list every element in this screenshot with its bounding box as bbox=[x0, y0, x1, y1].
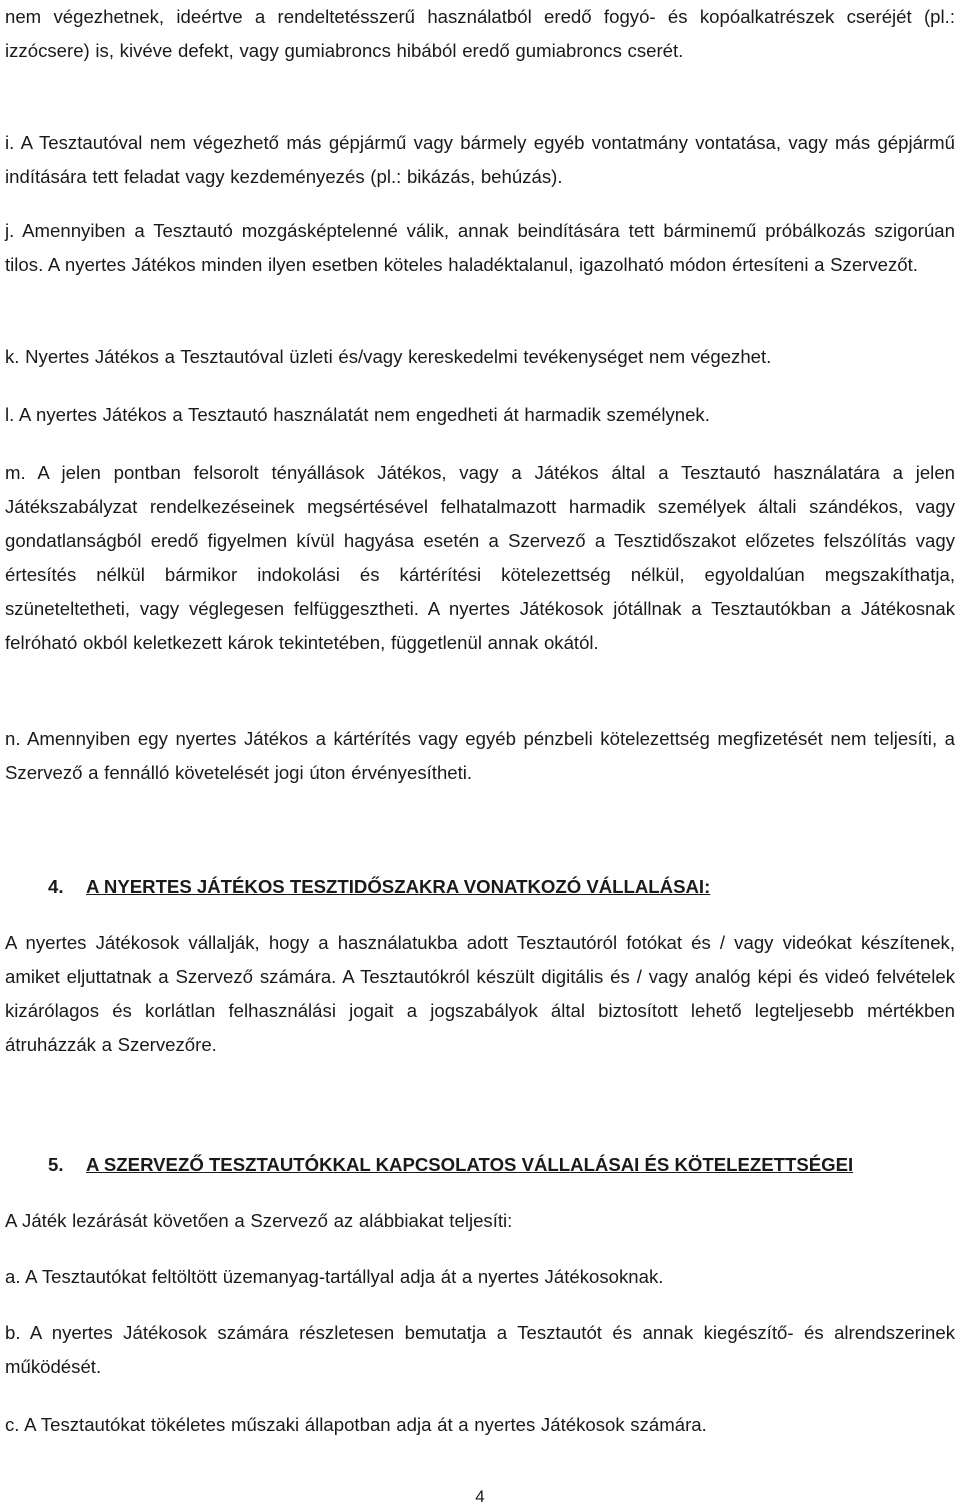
paragraph-m: m. A jelen pontban felsorolt tényállások Játékos, vagy a Játékos által a Tesztautó használatára a jelen Játékszabályzat rendelkezéseinek megsértésével felhatalmazott harmadik személyek általi szándékos, vagy gondatlanságból eredő figyelmen kívül hagyása esetén a Szervező a Tesztidőszakot előzetes felszólítás vagy értesítés nélkül bármikor indokolási és kártérítési kötelezettség nélkül, egyoldalúan megszakíthatja, szüneteltetheti, vagy véglegesen felfüggesztheti. A nyertes Játékosok jótállnak a Tesztautókban a Játékosnak felróható okból keletkezett károk tekintetében, függetlenül annak okától. bbox=[5, 462, 955, 653]
section-5-title: A SZERVEZŐ TESZTAUTÓKKAL KAPCSOLATOS VÁLLALÁSAI ÉS KÖTELEZETTSÉGEI bbox=[86, 1154, 854, 1175]
paragraph-l: l. A nyertes Játékos a Tesztautó használatát nem engedheti át harmadik személynek. bbox=[5, 404, 710, 425]
section-4-heading bbox=[48, 870, 710, 904]
paragraph-n: n. Amennyiben egy nyertes Játékos a kártérítés vagy egyéb pénzbeli kötelezettség megfizetését nem teljesíti, a Szervező a fennálló követelését jogi úton érvényesítheti. bbox=[5, 728, 955, 783]
section-4-body: A nyertes Játékosok vállalják, hogy a használatukba adott Tesztautóról fotókat és / vagy videókat készítenek, amiket eljuttatnak a Szervező számára. A Tesztautókról készült digitális és / vagy analóg képi és videó felvételek kizárólagos és korlátlan felhasználási jogait a jogszabályok által biztosított lehető legteljesebb mértékben átruházzák a Szervezőre. bbox=[5, 932, 955, 1055]
section-5-item-c: c. A Tesztautókat tökéletes műszaki állapotban adja át a nyertes Játékosok számára. bbox=[5, 1414, 707, 1435]
section-5-intro: A Játék lezárását követően a Szervező az alábbiakat teljesíti: bbox=[5, 1210, 513, 1231]
paragraph-j: j. Amennyiben a Tesztautó mozgásképtelenné válik, annak beindítására tett bárminemű próbálkozás szigorúan tilos. A nyertes Játékos minden ilyen esetben köteles haladéktalanul, igazolható módon értesíteni a Szervezőt. bbox=[5, 220, 955, 275]
paragraph-i: i. A Tesztautóval nem végezhető más gépjármű vagy bármely egyéb vontatmány vontatása, vagy más gépjármű indítására tett feladat vagy kezdeményezés (pl.: bikázás, behúzás). bbox=[5, 132, 955, 187]
section-5-heading bbox=[48, 1148, 853, 1182]
section-5-item-a: a. A Tesztautókat feltöltött üzemanyag-tartállyal adja át a nyertes Játékosoknak. bbox=[5, 1266, 664, 1287]
section-5-number: 5. bbox=[48, 1154, 64, 1175]
paragraph-h-continued: nem végezhetnek, ideértve a rendeltetésszerű használatból eredő fogyó- és kopóalkatrészek cseréjét (pl.: izzócsere) is, kivéve defekt, vagy gumiabroncs hibából eredő gumiabroncs cserét. bbox=[5, 6, 955, 61]
section-4-number: 4. bbox=[48, 876, 64, 897]
paragraph-k: k. Nyertes Játékos a Tesztautóval üzleti és/vagy kereskedelmi tevékenységet nem végezhet. bbox=[5, 346, 772, 367]
section-5-item-b: b. A nyertes Játékosok számára részletesen bemutatja a Tesztautót és annak kiegészítő- és alrendszerinek működését. bbox=[5, 1322, 955, 1377]
page-number: 4 bbox=[475, 1487, 485, 1506]
section-4-title: A NYERTES JÁTÉKOS TESZTIDŐSZAKRA VONATKOZÓ VÁLLALÁSAI: bbox=[86, 876, 711, 897]
